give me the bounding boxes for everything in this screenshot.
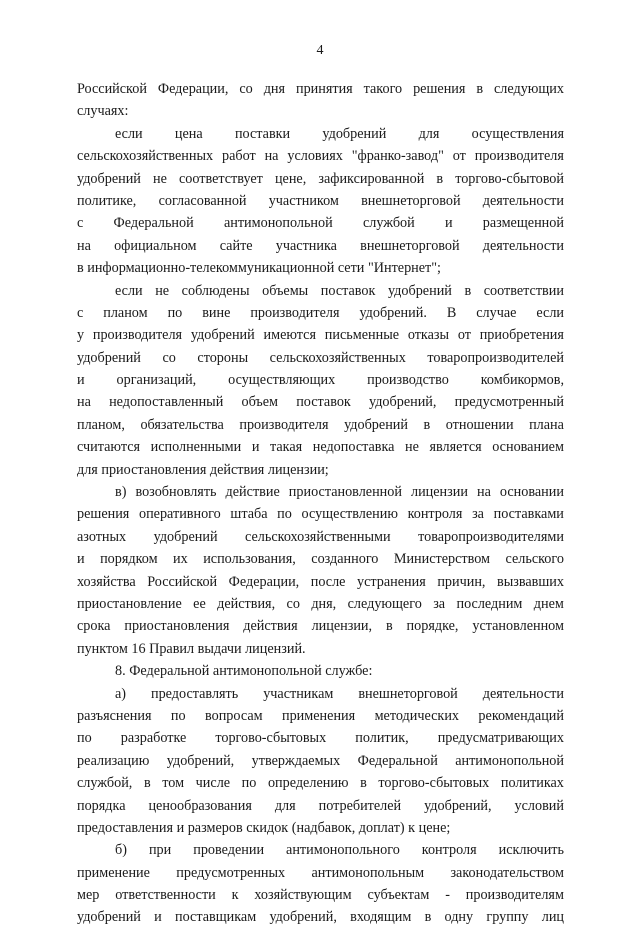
text-line <box>77 235 564 257</box>
text-line <box>77 727 564 749</box>
word: вине <box>202 304 231 321</box>
text-line <box>77 548 564 570</box>
word: после <box>310 573 346 590</box>
text-line <box>77 168 564 190</box>
word: удобрений <box>153 528 218 545</box>
word: если <box>115 125 143 142</box>
word: Федерации, <box>228 573 300 590</box>
word: внешнеторговой <box>361 192 461 209</box>
word: приостановленной <box>288 484 402 501</box>
word: а) <box>115 685 127 702</box>
word: обязательства <box>140 416 224 433</box>
word: удобрений, <box>166 752 235 769</box>
text-line <box>77 369 564 391</box>
word: следующих <box>493 81 564 97</box>
word: организаций, <box>116 372 197 389</box>
word: удобрений <box>77 349 141 366</box>
word: объемы <box>262 282 309 299</box>
word: в <box>360 775 367 792</box>
word: Российской <box>77 81 147 97</box>
word: устранения <box>357 573 426 590</box>
word: использования, <box>203 551 296 568</box>
word: определению <box>267 775 349 792</box>
word: входящим <box>350 909 412 926</box>
word: поставками <box>493 506 564 523</box>
word: внешнеторговой <box>360 237 460 254</box>
word: такого <box>363 81 403 97</box>
word: с <box>77 304 84 321</box>
word: приостановления <box>124 618 230 635</box>
word: том <box>162 775 185 792</box>
word: по <box>170 707 186 724</box>
word: ценообразования <box>148 797 252 814</box>
word: соблюдены <box>181 282 250 299</box>
word: согласованной <box>158 192 247 209</box>
word: объем <box>241 394 279 411</box>
word: методических <box>374 707 460 724</box>
word: применение <box>77 864 150 881</box>
word: такая <box>270 439 303 456</box>
word: разъяснения <box>77 707 152 724</box>
word: не <box>405 439 419 456</box>
word: группу <box>486 909 529 926</box>
word: производителя <box>250 304 340 321</box>
text-line <box>77 571 564 593</box>
text-line <box>77 280 564 302</box>
word: ответственности <box>115 887 216 904</box>
word: штаба <box>230 506 268 523</box>
text-line <box>77 593 564 615</box>
paragraph <box>77 78 564 123</box>
word: лиц <box>541 909 564 926</box>
word: причин, <box>437 573 486 590</box>
word: деятельности <box>482 237 564 254</box>
word: торгово-сбытовых <box>215 730 327 747</box>
word: службой <box>362 215 415 232</box>
text-line: случаях: <box>77 103 129 120</box>
word: порядка <box>77 797 126 814</box>
word: не <box>152 170 167 187</box>
word: предоставлять <box>151 685 239 702</box>
word: в <box>423 416 431 433</box>
word: письменные <box>324 327 400 344</box>
word: законодательством <box>450 864 564 881</box>
word: за <box>433 595 446 612</box>
word: принятия <box>295 81 353 97</box>
word: на <box>77 394 91 411</box>
text-line <box>77 481 564 503</box>
word: по <box>241 775 257 792</box>
word: поставок <box>320 282 376 299</box>
paragraph <box>77 280 564 482</box>
text-line <box>77 839 564 861</box>
word: субъектам <box>367 887 430 904</box>
text-line: для приостановления действия лицензии; <box>77 461 329 478</box>
word: разработке <box>120 730 187 747</box>
word: сельскохозяйственных <box>269 349 406 366</box>
text-line <box>77 212 564 234</box>
word: при <box>148 842 172 859</box>
text-line <box>77 750 564 772</box>
word: предусмотренный <box>454 394 564 411</box>
word: цена <box>174 125 203 142</box>
word: ее <box>193 595 206 612</box>
word: зафиксированной <box>318 170 425 187</box>
text-line <box>77 145 564 167</box>
text-line <box>77 884 564 906</box>
paragraph <box>77 660 564 682</box>
word: отказы <box>407 327 450 344</box>
word: хозяйствующим <box>254 887 352 904</box>
word: является <box>429 439 482 456</box>
word: политиках <box>500 775 564 792</box>
word: если <box>536 304 564 321</box>
word: основании <box>499 484 564 501</box>
word: срока <box>77 618 111 635</box>
word: у <box>77 327 85 344</box>
word: политике, <box>77 192 137 209</box>
word: по <box>77 730 92 747</box>
word: удобрений, <box>424 797 492 814</box>
word: и <box>77 372 85 389</box>
word: на <box>476 484 491 501</box>
word: решения <box>77 506 130 523</box>
word: Федеральной <box>113 215 194 232</box>
word: сайте <box>219 237 253 254</box>
word: производство <box>367 372 449 389</box>
word: приостановление <box>77 595 182 612</box>
word: по <box>167 304 183 321</box>
text-line <box>77 503 564 525</box>
word: политик, <box>355 730 409 747</box>
word: дня, <box>311 595 337 612</box>
word: участникам <box>263 685 334 702</box>
word: контроля <box>407 506 463 523</box>
word: цене, <box>274 170 307 187</box>
word: контроля <box>421 842 477 859</box>
word: осуществления <box>471 125 564 142</box>
document-body <box>77 78 564 929</box>
word: на <box>77 237 91 254</box>
word: деятельности <box>482 685 564 702</box>
text-line: предоставления и размеров скидок (надбавок, доплат) к цене; <box>77 819 451 836</box>
page-number: 4 <box>316 43 324 58</box>
word: со <box>162 349 176 366</box>
word: проведении <box>193 842 265 859</box>
word: сельского <box>505 551 564 568</box>
word: не <box>155 282 170 299</box>
word: предусмотренных <box>176 864 286 881</box>
word: оперативного <box>138 506 221 523</box>
word: б) <box>115 842 127 859</box>
word: Федеральной <box>357 752 438 769</box>
word: комбикормов, <box>480 372 564 389</box>
text-line <box>77 683 564 705</box>
word: дня <box>263 81 286 97</box>
word: плана <box>529 416 564 433</box>
word: осуществлению <box>301 506 398 523</box>
word: производителя <box>474 148 564 165</box>
text-line <box>77 862 564 884</box>
word: внешнеторговой <box>358 685 458 702</box>
word: со <box>286 595 300 612</box>
word: и <box>154 909 162 926</box>
text-line <box>77 123 564 145</box>
word: участником <box>268 192 339 209</box>
word: товаропроизводителями <box>418 528 564 545</box>
word: товаропроизводителей <box>427 349 564 366</box>
word: условий <box>514 797 564 814</box>
text-line <box>77 414 564 436</box>
word: мер <box>77 887 100 904</box>
word: исключить <box>498 842 564 859</box>
word: рекомендаций <box>478 707 564 724</box>
word: числе <box>195 775 231 792</box>
word: планом <box>103 304 148 321</box>
paragraph <box>77 481 564 660</box>
text-line <box>77 615 564 637</box>
word: приобретения <box>479 327 564 344</box>
word: в <box>385 618 393 635</box>
text-line <box>77 795 564 817</box>
text-line <box>77 705 564 727</box>
word: антимонопольной <box>223 215 333 232</box>
text-line <box>77 324 564 346</box>
word: поставщикам <box>175 909 257 926</box>
word: в <box>464 282 472 299</box>
word: - <box>445 887 450 904</box>
word: службой, <box>77 775 133 792</box>
word: в <box>476 81 484 97</box>
word: сельскохозяйственных <box>77 148 214 165</box>
word: действия, <box>217 595 276 612</box>
word: и <box>444 215 453 232</box>
word: поставок <box>296 394 351 411</box>
word: производителям <box>465 887 564 904</box>
word: производителя <box>239 416 329 433</box>
word: от <box>457 327 471 344</box>
word: в <box>424 909 432 926</box>
word: и <box>251 439 260 456</box>
word: лицензии, <box>311 618 373 635</box>
paragraph <box>77 839 564 929</box>
word: возобновлять <box>135 484 217 501</box>
word: недопоставка <box>312 439 395 456</box>
word: удобрений <box>190 327 255 344</box>
word: порядке, <box>406 618 459 635</box>
word: "франко-завод" <box>351 148 444 165</box>
word: с <box>77 215 84 232</box>
text-line: в информационно-телекоммуникационной сети "Интернет"; <box>77 260 441 277</box>
word: и <box>77 551 85 568</box>
text-line: 8. Федеральной антимонопольной службе: <box>115 663 373 680</box>
word: антимонопольным <box>311 864 425 881</box>
word: антимонопольного <box>286 842 400 859</box>
text-line <box>77 906 564 928</box>
word: установленном <box>472 618 564 635</box>
word: имеются <box>263 327 317 344</box>
paragraph <box>77 683 564 840</box>
word: работ <box>222 148 256 165</box>
word: для <box>418 125 440 142</box>
paragraph <box>77 123 564 280</box>
word: удобрений <box>322 125 387 142</box>
word: действия <box>243 618 298 635</box>
word: деятельности <box>482 192 564 209</box>
text-line <box>77 391 564 413</box>
word: решения <box>413 81 466 97</box>
word: азотных <box>77 528 127 545</box>
word: от <box>452 148 466 165</box>
word: удобрений <box>77 909 141 926</box>
word: одну <box>444 909 474 926</box>
word: торгово-сбытовых <box>378 775 490 792</box>
word: вызвавших <box>497 573 564 590</box>
word: порядком <box>100 551 158 568</box>
word: лицензии <box>410 484 468 501</box>
word: соответствии <box>483 282 564 299</box>
word: торгово-сбытовой <box>455 170 564 187</box>
word: сельскохозяйственными <box>245 528 391 545</box>
text-line <box>77 436 564 458</box>
word: условиях <box>287 148 343 165</box>
word: антимонопольной <box>455 752 564 769</box>
word: удобрений <box>77 170 141 187</box>
word: Российской <box>147 573 218 590</box>
word: случае <box>476 304 517 321</box>
word: их <box>173 551 188 568</box>
text-line <box>77 526 564 548</box>
word: размещенной <box>482 215 564 232</box>
word: основанием <box>492 439 564 456</box>
word: официальном <box>114 237 197 254</box>
word: удобрений. <box>359 304 427 321</box>
word: удобрений, <box>269 909 337 926</box>
word: В <box>446 304 457 321</box>
word: созданного <box>311 551 379 568</box>
text-line <box>77 347 564 369</box>
word: за <box>472 506 484 523</box>
word: утверждаемых <box>251 752 341 769</box>
text-line <box>77 190 564 212</box>
word: стороны <box>197 349 249 366</box>
word: днем <box>533 595 564 612</box>
text-line <box>77 78 564 100</box>
word: со <box>239 81 253 97</box>
word: производителя <box>92 327 183 344</box>
word: применения <box>282 707 356 724</box>
word: участника <box>275 237 337 254</box>
word: соответствует <box>178 170 263 187</box>
word: считаются <box>77 439 141 456</box>
word: планом, <box>77 416 125 433</box>
word: Федерации, <box>157 81 229 97</box>
word: следующего <box>347 595 422 612</box>
word: хозяйства <box>77 573 136 590</box>
word: предусматривающих <box>437 730 564 747</box>
word: осуществляющих <box>228 372 336 389</box>
word: поставки <box>234 125 291 142</box>
word: отношении <box>445 416 514 433</box>
text-line: пунктом 16 Правил выдачи лицензий. <box>77 640 306 657</box>
word: в) <box>115 484 127 501</box>
text-line <box>77 302 564 324</box>
text-line <box>77 772 564 794</box>
word: на <box>264 148 279 165</box>
word: Министерством <box>393 551 491 568</box>
word: действие <box>225 484 280 501</box>
word: если <box>115 282 143 299</box>
word: в <box>143 775 151 792</box>
word: потребителей <box>318 797 402 814</box>
word: удобрений <box>387 282 452 299</box>
word: исполненными <box>150 439 242 456</box>
word: реализацию <box>77 752 150 769</box>
word: удобрений <box>344 416 408 433</box>
word: вопросам <box>205 707 263 724</box>
word: недопоставленный <box>109 394 224 411</box>
word: к <box>231 887 239 904</box>
word: последним <box>456 595 523 612</box>
word: в <box>436 170 444 187</box>
word: удобрений, <box>369 394 437 411</box>
word: по <box>277 506 292 523</box>
word: для <box>274 797 296 814</box>
